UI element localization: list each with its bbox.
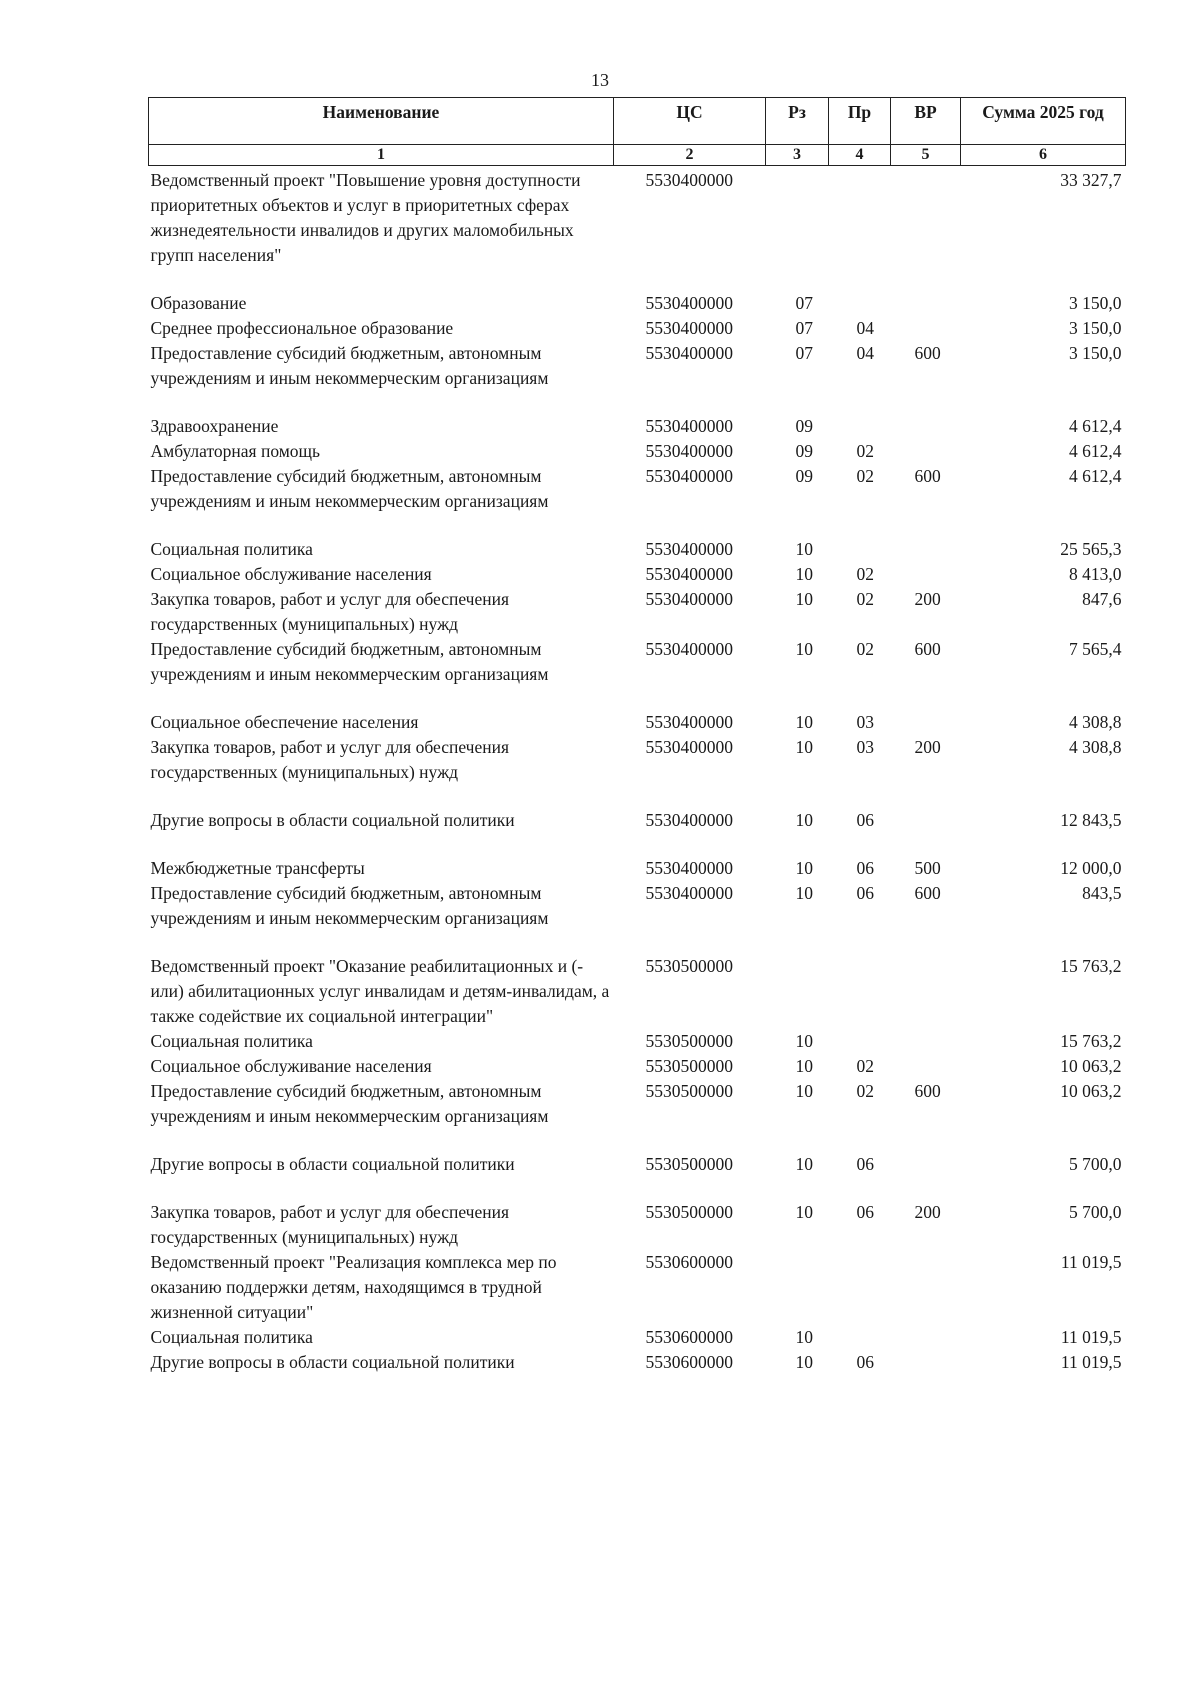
- row-sum: 10 063,2: [1060, 1056, 1122, 1076]
- row-rz: 10: [795, 1056, 813, 1076]
- row-sum: 4 308,8: [1069, 737, 1122, 757]
- page-number: 13: [591, 70, 609, 90]
- table-row: [149, 710, 1126, 735]
- table-row: [149, 1350, 1126, 1375]
- row-vr: [891, 537, 961, 562]
- table-row: [149, 637, 1126, 710]
- row-rz: 10: [795, 858, 813, 878]
- row-cs: 5530400000: [645, 810, 733, 830]
- row-name: Амбулаторная помощь: [150, 441, 321, 461]
- table-row: [149, 464, 1126, 537]
- row-vr: [891, 1325, 961, 1350]
- row-name: Социальное обслуживание населения: [150, 564, 432, 584]
- row-sum: 33 327,7: [1060, 170, 1122, 190]
- table-row: [149, 954, 1126, 1029]
- row-cs: 5530400000: [645, 416, 733, 436]
- row-cs: 5530500000: [645, 1056, 733, 1076]
- row-cs: 5530500000: [645, 1202, 733, 1222]
- row-cs: 5530400000: [645, 441, 733, 461]
- row-vr: [891, 316, 961, 341]
- table-row: [149, 1325, 1126, 1350]
- row-cs: 5530400000: [645, 170, 733, 190]
- table-row: [149, 1054, 1126, 1079]
- row-pr: 06: [856, 810, 874, 830]
- row-pr: [829, 1029, 891, 1054]
- header-rz: Рз: [766, 98, 829, 145]
- row-rz: 09: [795, 441, 813, 461]
- column-number: 5: [891, 145, 961, 166]
- row-cs: 5530400000: [645, 712, 733, 732]
- row-sum: 12 000,0: [1060, 858, 1122, 878]
- row-pr: 02: [856, 1056, 874, 1076]
- row-name: Здравоохранение: [150, 416, 279, 436]
- column-number: 3: [766, 145, 829, 166]
- row-cs: 5530400000: [645, 293, 733, 313]
- row-cs: 5530400000: [645, 737, 733, 757]
- row-rz: 07: [795, 293, 813, 313]
- row-vr: 600: [914, 1081, 941, 1101]
- row-rz: 10: [795, 1081, 813, 1101]
- table-row: [149, 414, 1126, 439]
- row-cs: 5530500000: [645, 1031, 733, 1051]
- row-rz: 10: [795, 1202, 813, 1222]
- column-number: 6: [961, 145, 1126, 166]
- row-name: Другие вопросы в области социальной политики: [150, 1154, 515, 1174]
- row-sum: 843,5: [1082, 883, 1122, 903]
- row-rz: 10: [795, 564, 813, 584]
- table-row: [149, 856, 1126, 881]
- header-cs: ЦС: [614, 98, 766, 145]
- row-vr: [891, 1350, 961, 1375]
- table-row: [149, 537, 1126, 562]
- row-sum: 3 150,0: [1069, 293, 1122, 313]
- table-row: [149, 1250, 1126, 1325]
- row-name: Социальная политика: [150, 1031, 313, 1051]
- table-row: [149, 1200, 1126, 1250]
- table-row: [149, 341, 1126, 414]
- row-vr: 600: [914, 639, 941, 659]
- row-rz: 10: [795, 589, 813, 609]
- row-pr: 02: [856, 441, 874, 461]
- row-pr: [829, 414, 891, 439]
- row-name: Социальное обеспечение населения: [150, 712, 419, 732]
- row-sum: 5 700,0: [1069, 1202, 1122, 1222]
- row-pr: 03: [856, 712, 874, 732]
- row-sum: 847,6: [1082, 589, 1122, 609]
- row-pr: [829, 291, 891, 316]
- row-rz: 10: [795, 883, 813, 903]
- row-sum: 7 565,4: [1069, 639, 1122, 659]
- table-row: [149, 808, 1126, 856]
- row-rz: [766, 166, 829, 292]
- header-sum: Сумма 2025 год: [961, 98, 1126, 145]
- row-vr: [891, 954, 961, 1029]
- row-name: Предоставление субсидий бюджетным, автономным учреждениям и иным некоммерческим организациям: [150, 466, 549, 511]
- row-name: Ведомственный проект "Оказание реабилитационных и (-или) абилитационных услуг инвалидам и детям-инвалидам, а также содействие их социальной интеграции": [150, 956, 610, 1026]
- row-pr: 02: [856, 564, 874, 584]
- row-name: Ведомственный проект "Повышение уровня доступности приоритетных объектов и услуг в приоритетных сферах жизнедеятельности инвалидов и других маломобильных групп населения": [150, 170, 581, 265]
- row-vr: 600: [914, 343, 941, 363]
- row-cs: 5530600000: [645, 1352, 733, 1372]
- row-pr: [829, 1325, 891, 1350]
- row-sum: 11 019,5: [1060, 1252, 1122, 1272]
- row-cs: 5530500000: [645, 1081, 733, 1101]
- row-rz: 10: [795, 1352, 813, 1372]
- row-pr: 04: [856, 343, 874, 363]
- row-cs: 5530400000: [645, 343, 733, 363]
- row-rz: 10: [795, 639, 813, 659]
- row-name: Предоставление субсидий бюджетным, автономным учреждениям и иным некоммерческим организациям: [150, 639, 549, 684]
- table-row: [149, 1079, 1126, 1152]
- row-pr: 06: [856, 1202, 874, 1222]
- row-pr: 06: [856, 1352, 874, 1372]
- row-sum: 4 308,8: [1069, 712, 1122, 732]
- row-rz: 07: [795, 318, 813, 338]
- table-row: [149, 587, 1126, 637]
- row-rz: 10: [795, 712, 813, 732]
- row-sum: 4 612,4: [1069, 466, 1122, 486]
- row-rz: 09: [795, 466, 813, 486]
- row-vr: 500: [914, 858, 941, 878]
- row-vr: [891, 439, 961, 464]
- column-number: 2: [614, 145, 766, 166]
- row-cs: 5530400000: [645, 589, 733, 609]
- row-name: Среднее профессиональное образование: [150, 318, 454, 338]
- row-name: Другие вопросы в области социальной политики: [150, 1352, 515, 1372]
- row-name: Предоставление субсидий бюджетным, автономным учреждениям и иным некоммерческим организациям: [150, 883, 549, 928]
- row-vr: 600: [914, 883, 941, 903]
- row-pr: 03: [856, 737, 874, 757]
- row-name: Ведомственный проект "Реализация комплекса мер по оказанию поддержки детям, находящимся в трудной жизненной ситуации": [150, 1252, 557, 1322]
- table-row: [149, 735, 1126, 808]
- row-pr: 02: [856, 639, 874, 659]
- row-pr: 02: [856, 1081, 874, 1101]
- table-body: [149, 166, 1126, 1376]
- row-sum: 4 612,4: [1069, 416, 1122, 436]
- row-vr: [891, 562, 961, 587]
- row-cs: 5530400000: [645, 639, 733, 659]
- row-name: Предоставление субсидий бюджетным, автономным учреждениям и иным некоммерческим организациям: [150, 343, 549, 388]
- row-sum: 8 413,0: [1069, 564, 1122, 584]
- table-row: [149, 562, 1126, 587]
- column-number: 4: [829, 145, 891, 166]
- row-sum: 12 843,5: [1060, 810, 1122, 830]
- row-sum: 4 612,4: [1069, 441, 1122, 461]
- header-pr: Пр: [829, 98, 891, 145]
- table-row: [149, 1029, 1126, 1054]
- row-vr: [891, 1054, 961, 1079]
- budget-table: [148, 97, 1126, 1375]
- row-sum: 15 763,2: [1060, 956, 1122, 976]
- row-name: Межбюджетные трансферты: [150, 858, 365, 878]
- row-name: Предоставление субсидий бюджетным, автономным учреждениям и иным некоммерческим организациям: [150, 1081, 549, 1126]
- table-header: [149, 98, 1126, 166]
- row-vr: 600: [914, 466, 941, 486]
- row-cs: 5530600000: [645, 1327, 733, 1347]
- table-row: [149, 316, 1126, 341]
- row-pr: 04: [856, 318, 874, 338]
- row-pr: 02: [856, 466, 874, 486]
- row-pr: [829, 954, 891, 1029]
- row-pr: [829, 166, 891, 292]
- row-vr: [891, 710, 961, 735]
- row-name: Другие вопросы в области социальной политики: [150, 810, 515, 830]
- row-cs: 5530400000: [645, 858, 733, 878]
- row-name: Социальное обслуживание населения: [150, 1056, 432, 1076]
- row-cs: 5530400000: [645, 318, 733, 338]
- table-row: [149, 881, 1126, 954]
- row-vr: [891, 808, 961, 856]
- row-cs: 5530400000: [645, 466, 733, 486]
- row-vr: 200: [914, 1202, 941, 1222]
- table-row: [149, 166, 1126, 292]
- row-pr: 02: [856, 589, 874, 609]
- row-sum: 3 150,0: [1069, 343, 1122, 363]
- row-name: Социальная политика: [150, 539, 313, 559]
- row-cs: 5530600000: [645, 1252, 733, 1272]
- row-sum: 3 150,0: [1069, 318, 1122, 338]
- row-rz: 10: [795, 810, 813, 830]
- table-row: [149, 1152, 1126, 1200]
- row-sum: 11 019,5: [1060, 1327, 1122, 1347]
- row-rz: [766, 954, 829, 1029]
- row-vr: [891, 166, 961, 292]
- row-rz: 10: [795, 1031, 813, 1051]
- row-sum: 11 019,5: [1060, 1352, 1122, 1372]
- row-pr: [829, 537, 891, 562]
- row-cs: 5530400000: [645, 539, 733, 559]
- row-name: Закупка товаров, работ и услуг для обеспечения государственных (муниципальных) нужд: [150, 589, 510, 634]
- row-cs: 5530500000: [645, 956, 733, 976]
- row-name: Закупка товаров, работ и услуг для обеспечения государственных (муниципальных) нужд: [150, 737, 510, 782]
- row-vr: [891, 291, 961, 316]
- row-vr: [891, 414, 961, 439]
- row-rz: 09: [795, 416, 813, 436]
- row-cs: 5530400000: [645, 564, 733, 584]
- table-row: [149, 291, 1126, 316]
- row-pr: 06: [856, 1154, 874, 1174]
- row-vr: 200: [914, 737, 941, 757]
- table-row: [149, 439, 1126, 464]
- row-cs: 5530500000: [645, 1154, 733, 1174]
- row-vr: [891, 1029, 961, 1054]
- row-rz: 10: [795, 539, 813, 559]
- row-sum: 25 565,3: [1060, 539, 1122, 559]
- row-cs: 5530400000: [645, 883, 733, 903]
- column-number: 1: [149, 145, 614, 166]
- row-pr: 06: [856, 883, 874, 903]
- row-name: Образование: [150, 293, 247, 313]
- row-rz: 07: [795, 343, 813, 363]
- row-name: Закупка товаров, работ и услуг для обеспечения государственных (муниципальных) нужд: [150, 1202, 510, 1247]
- row-rz: 10: [795, 737, 813, 757]
- row-pr: 06: [856, 858, 874, 878]
- row-vr: [891, 1250, 961, 1325]
- row-vr: 200: [914, 589, 941, 609]
- row-rz: 10: [795, 1327, 813, 1347]
- row-sum: 5 700,0: [1069, 1154, 1122, 1174]
- row-rz: [766, 1250, 829, 1325]
- row-pr: [829, 1250, 891, 1325]
- row-sum: 10 063,2: [1060, 1081, 1122, 1101]
- row-rz: 10: [795, 1154, 813, 1174]
- row-vr: [891, 1152, 961, 1200]
- header-name: Наименование: [149, 98, 614, 145]
- header-vr: ВР: [891, 98, 961, 145]
- row-sum: 15 763,2: [1060, 1031, 1122, 1051]
- row-name: Социальная политика: [150, 1327, 313, 1347]
